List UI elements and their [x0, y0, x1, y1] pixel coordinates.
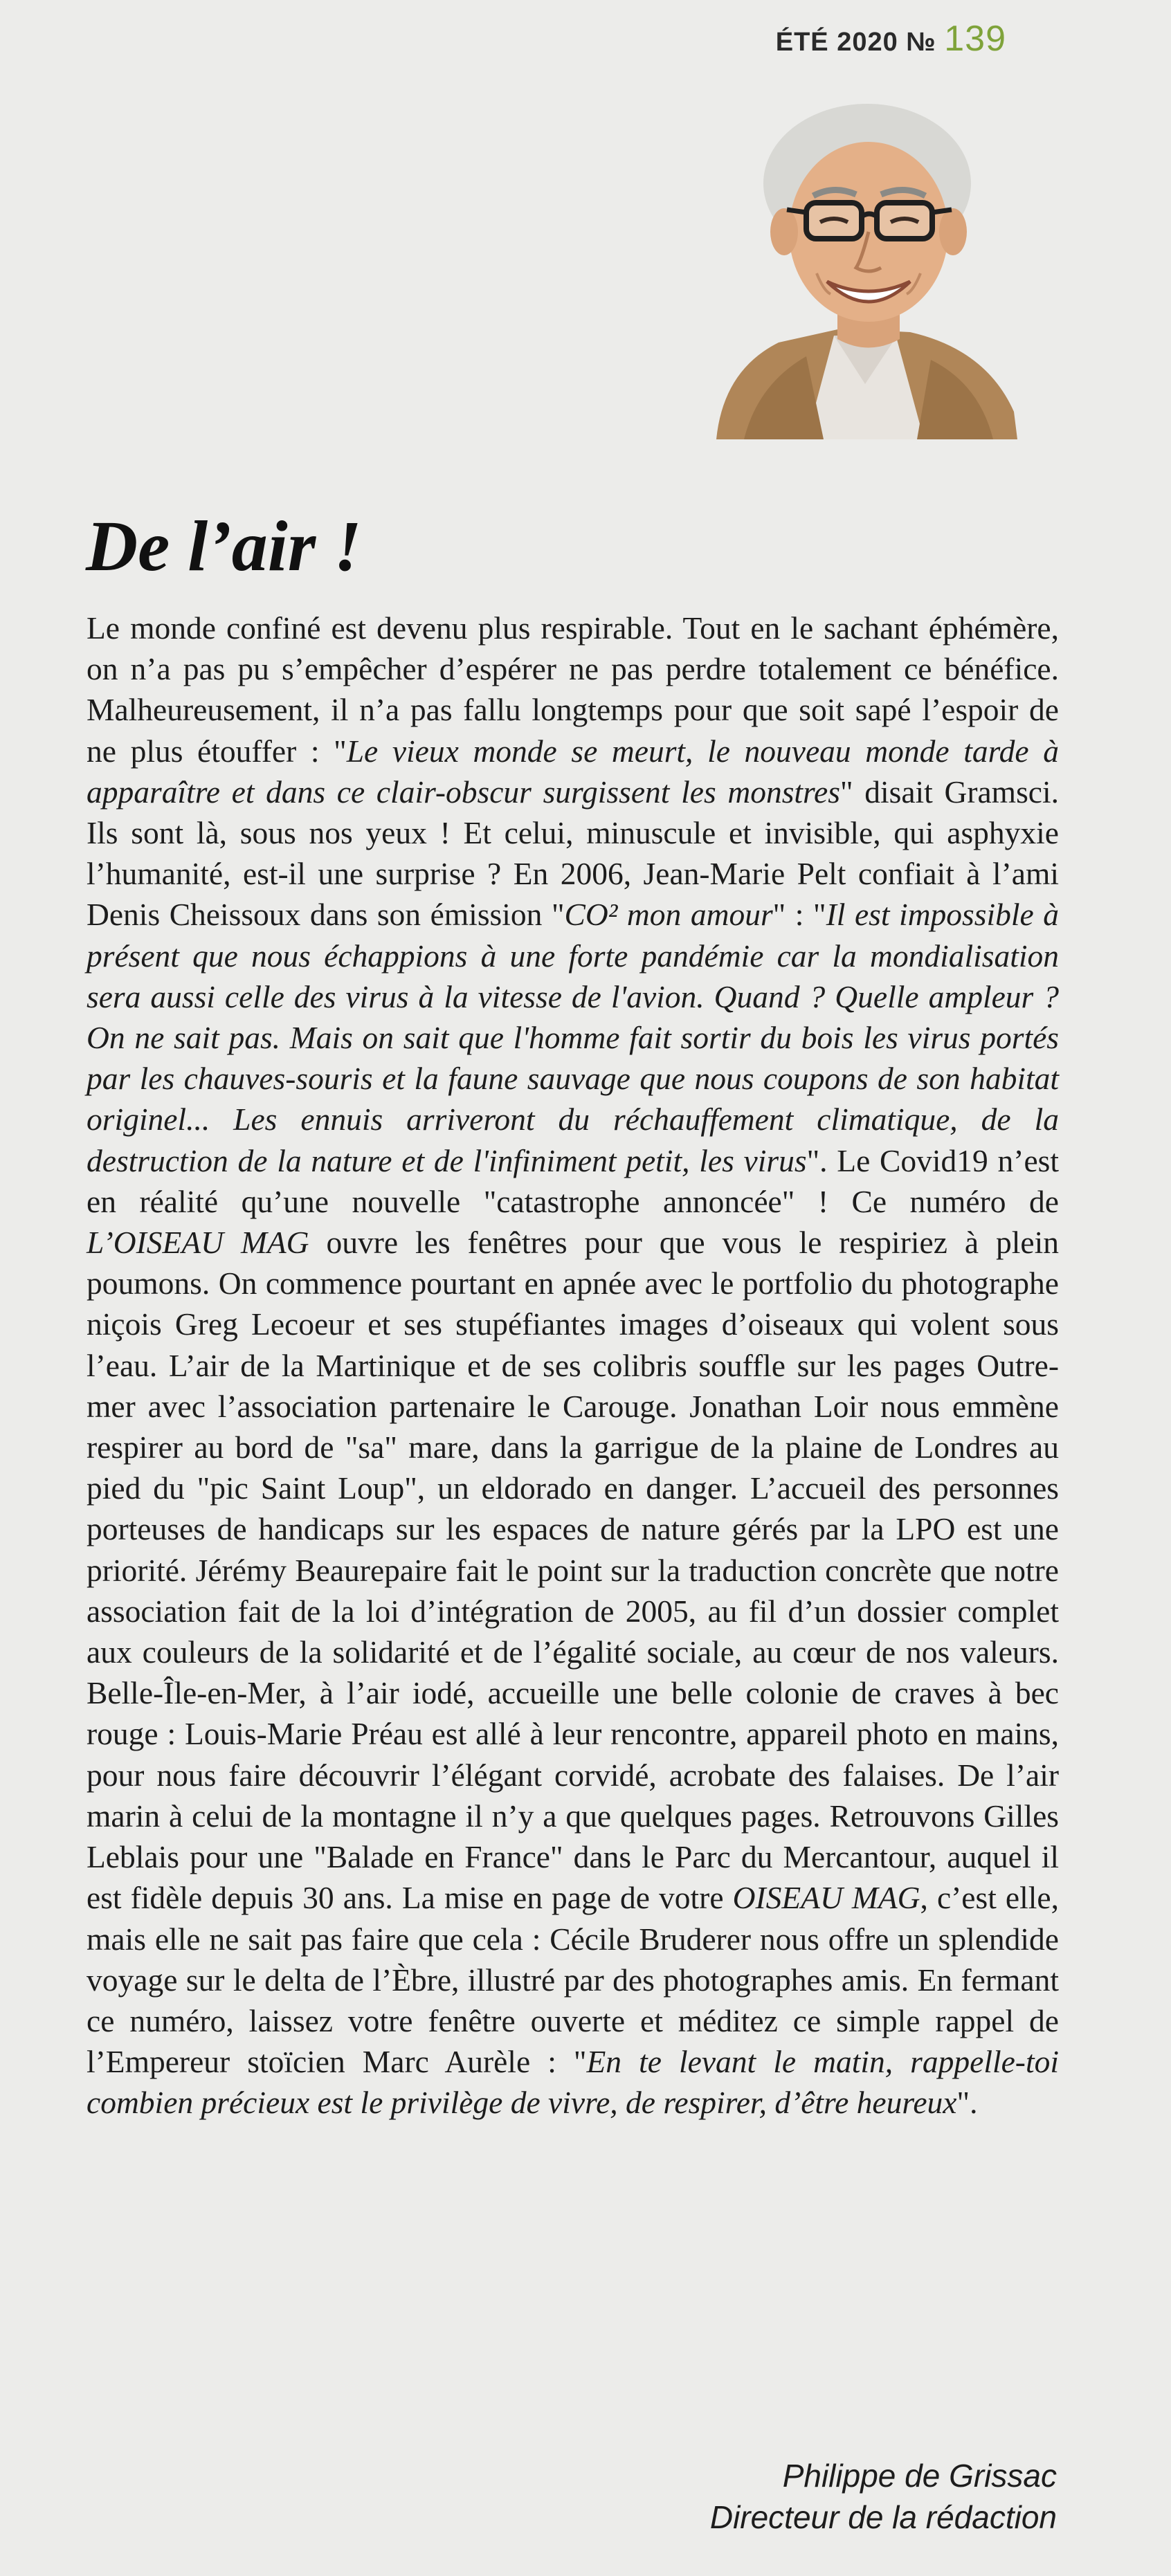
body-text: ". — [956, 2085, 978, 2121]
quote-marc-aurele: En te levant le matin, rappelle-toi combien précieux est le privilège de vivre, de respirer, d’être heureux — [87, 2044, 1059, 2121]
body-text: , c’est elle, mais elle ne sait pas faire que cela : Cécile Bruderer nous offre un splendide voyage sur le delta de l’Èbre, illustré par des photographes amis. En fermant ce numéro, laissez votre fenêtre ouverte et méditez ce simple rappel de l’Empereur stoïcien Marc Aurèle : " — [87, 1880, 1059, 2080]
issue-number: 139 — [944, 19, 1006, 59]
quote-gramsci: Le vieux monde se meurt, le nouveau monde tarde à apparaître et dans ce clair-obscur surgissent les monstres — [87, 733, 1059, 810]
signature-name: Philippe de Grissac — [782, 2458, 1057, 2494]
article-body — [87, 608, 1059, 2123]
signature — [710, 2455, 1057, 2538]
body-text: " disait Gramsci. Ils sont là, sous nos yeux ! Et celui, minuscule et invisible, qui asphyxie l’humanité, est-il une surprise ? En 2006, Jean-Marie Pelt confiait à l’ami Denis Cheissoux dans son émission " — [87, 774, 1059, 933]
body-text: ". Le Covid19 n’est en réalité qu’une nouvelle "catastrophe annoncée" ! Ce numéro de — [87, 1142, 1059, 1219]
portrait-illustration — [702, 93, 1021, 439]
emission-title: CO² mon amour — [564, 897, 773, 933]
body-text: ouvre les fenêtres pour que vous le respiriez à plein poumons. On commence pourtant en apnée avec le portfolio du photographe niçois Greg Lecoeur et ses stupéfiantes images d’oiseaux qui volent sous l’eau. L’air de la Martinique et de ses colibris souffle sur les pages Outre-mer avec l’association partenaire le Carouge. Jonathan Loir nous emmène respirer au bord de "sa" mare, dans la garrigue de la plaine de Londres au pied du "pic Saint Loup", un eldorado en danger. L’accueil des personnes porteuses de handicaps sur les espaces de nature gérés par la LPO est une priorité. Jérémy Beaurepaire fait le point sur la traduction concrète que notre association fait de la loi d’intégration de 2005, au fil d’un dossier complet aux couleurs de la solidarité et de l’égalité sociale, au cœur de nos valeurs. Belle-Île-en-Mer, à l’air iodé, accueille une belle colonie de craves à bec rouge : Louis-Marie Préau est allé à leur rencontre, appareil photo en mains, pour nous faire découvrir l’élégant corvidé, acrobate des falaises. De l’air marin à celui de la montagne il n’y a que quelques pages. Retrouvons Gilles Leblais pour une "Balade en France" dans le Parc du Mercantour, auquel il est fidèle depuis 30 ans. La mise en page de votre — [87, 1225, 1059, 1916]
body-text: Le monde confiné est devenu plus respirable. Tout en le sachant éphémère, on n’a pas pu s’empêcher d’espérer ne pas perdre totalement ce bénéfice. Malheureusement, il n’a pas fallu longtemps pour que soit sapé l’espoir de ne plus étouffer : " — [87, 610, 1059, 769]
article-title: De l’air ! — [86, 506, 362, 586]
signature-role: Directeur de la rédaction — [709, 2499, 1057, 2535]
issue-label — [776, 18, 1006, 60]
body-text: " : " — [772, 897, 826, 933]
magazine-name: L’OISEAU MAG — [87, 1225, 309, 1261]
quote-pelt: Il est impossible à présent que nous échappions à une forte pandémie car la mondialisation sera aussi celle des virus à la vitesse de l'avion. Quand ? Quelle ampleur ? On ne sait pas. Mais on sait que l'homme fait sortir du bois les virus portés par les chauves-souris et la faune sauvage que nous coupons de son habitat originel... Les ennuis arriveront du réchauffement climatique, de la destruction de la nature et de l'infiniment petit, les virus — [87, 897, 1060, 1178]
magazine-name: OISEAU MAG — [732, 1880, 920, 1916]
issue-prefix: ÉTÉ 2020 № — [775, 28, 936, 57]
